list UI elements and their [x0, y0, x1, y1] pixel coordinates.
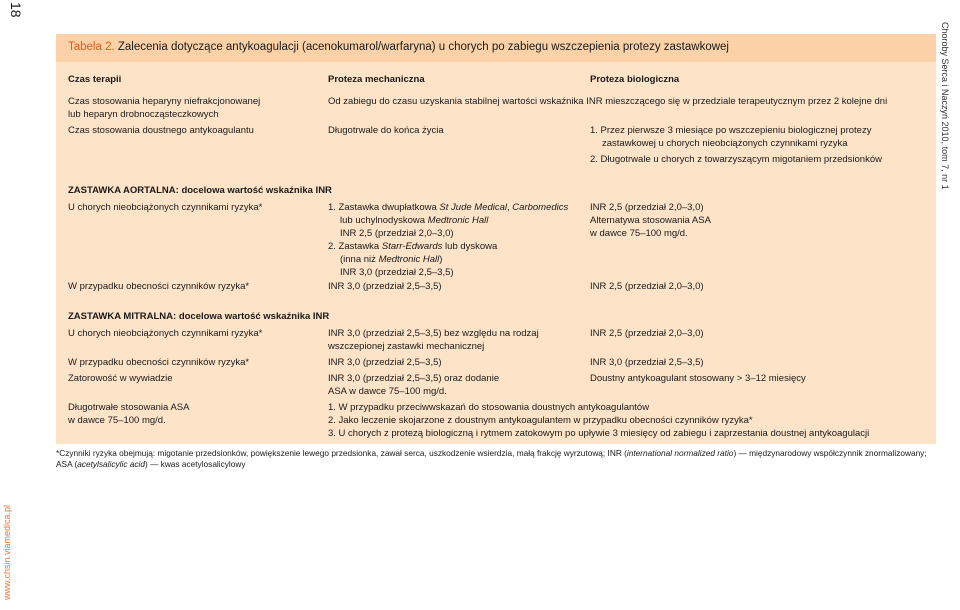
mitral-r1-mech-2: wszczepionej zastawki mechanicznej — [328, 341, 485, 352]
aortic-r1-mech-3: INR 2,5 (przedział 2,0–3,0) — [340, 228, 454, 239]
aortic-r2-bio: INR 2,5 (przedział 2,0–3,0) — [590, 281, 704, 292]
aortic-r2-label: W przypadku obecności czynników ryzyka* — [68, 281, 250, 292]
header-mechanical: Proteza mechaniczna — [328, 74, 425, 85]
footnote-line-2: ASA (acetylsalicylic acid) — kwas acetylosalicylowy — [56, 459, 246, 469]
mitral-r1-mech-1: INR 3,0 (przedział 2,5–3,5) bez względu na rodzaj — [328, 328, 539, 339]
aortic-r1-mech-4: 2. Zastawka Starr-Edwards lub dyskowa — [328, 241, 498, 252]
header-time: Czas terapii — [68, 74, 122, 85]
mitral-r3-mech-1: INR 3,0 (przedział 2,5–3,5) oraz dodanie — [328, 373, 500, 384]
mitral-r4-item-1: 1. W przypadku przeciwwskazań do stosowania doustnych antykoagulantów — [328, 402, 650, 413]
site-url: www.chsin.viamedica.pl — [2, 504, 12, 600]
footnote-line-1: *Czynniki ryzyka obejmują: migotanie przedsionków, powiększenie lewego przedsionka, zawał serca, uszkodzenie wsierdzia, małą frakcję wyrzutową; INR (international normalized ratio) — międzynarodowy współczynnik znormalizowany; — [56, 448, 927, 458]
header-biological: Proteza biologiczna — [590, 74, 680, 85]
caption-label: Tabela 2. — [68, 41, 115, 53]
footnote — [56, 448, 936, 470]
row-heparin-value: Od zabiegu do czasu uzyskania stabilnej wartości wskaźnika INR mieszczącego się w przedziale terapeutycznym przez 2 kolejne dni — [328, 96, 888, 107]
aortic-section-title: ZASTAWKA AORTALNA: docelowa wartość wskaźnika INR — [68, 185, 332, 196]
journal-citation: Choroby Serca i Naczyń 2010, tom 7, nr 1 — [940, 22, 950, 190]
aortic-r1-bio-1: INR 2,5 (przedział 2,0–3,0) — [590, 202, 704, 213]
row-heparin-label-2: lub heparyn drobnocząsteczkowych — [68, 109, 219, 120]
mitral-r2-mech: INR 3,0 (przedział 2,5–3,5) — [328, 357, 442, 368]
row-oral-bio-1: 1. Przez pierwsze 3 miesiące po wszczepieniu biologicznej protezy — [590, 125, 872, 136]
aortic-r1-mech-6: INR 3,0 (przedział 2,5–3,5) — [340, 267, 454, 278]
row-oral-bio-1b: zastawkowej u chorych nieobciążonych czynnikami ryzyka — [602, 138, 848, 149]
mitral-r3-mech-2: ASA w dawce 75–100 mg/d. — [328, 386, 447, 397]
aortic-r1-bio-3: w dawce 75–100 mg/d. — [590, 228, 688, 239]
mitral-r1-label: U chorych nieobciążonych czynnikami ryzyka* — [68, 328, 263, 339]
table-caption — [56, 34, 936, 62]
row-heparin-label: Czas stosowania heparyny niefrakcjonowanej — [68, 96, 261, 107]
aortic-r1-mech-1: 1. Zastawka dwupłatkowa St Jude Medical, Carbomedics — [328, 202, 569, 213]
row-oral-bio-2: 2. Długotrwale u chorych z towarzyszącym migotaniem przedsionków — [590, 154, 882, 165]
aortic-r2-mech: INR 3,0 (przedział 2,5–3,5) — [328, 281, 442, 292]
aortic-r1-mech-2: lub uchylnodyskowa Medtronic Hall — [340, 215, 489, 226]
aortic-r1-bio-2: Alternatywa stosowania ASA — [590, 215, 711, 226]
mitral-section-title: ZASTAWKA MITRALNA: docelowa wartość wskaźnika INR — [68, 311, 330, 322]
mitral-r1-bio: INR 2,5 (przedział 2,0–3,0) — [590, 328, 704, 339]
caption-text: Zalecenia dotyczące antykoagulacji (acenokumarol/warfaryna) u chorych po zabiegu wszczepienia protezy zastawkowej — [114, 41, 729, 53]
mitral-r4-item-3: 3. U chorych z protezą biologiczną i rytmem zatokowym po upływie 3 miesięcy od zabiegu i zaprzestania doustnej antykoagulacji — [328, 428, 870, 439]
mitral-r3-label: Zatorowość w wywiadzie — [68, 373, 173, 384]
mitral-r4-label-1: Długotrwałe stosowania ASA — [68, 402, 190, 413]
mitral-r3-bio: Doustny antykoagulant stosowany > 3–12 miesięcy — [590, 373, 806, 384]
row-oral-label: Czas stosowania doustnego antykoagulantu — [68, 125, 254, 136]
aortic-r1-mech-5: (inna niż Medtronic Hall) — [340, 254, 443, 265]
mitral-r4-label-2: w dawce 75–100 mg/d. — [68, 415, 166, 426]
page-number: 18 — [8, 2, 24, 18]
mitral-r4-item-2: 2. Jako leczenie skojarzone z doustnym antykoagulantem w przypadku obecności czynników ryzyka* — [328, 415, 753, 426]
aortic-r1-label: U chorych nieobciążonych czynnikami ryzyka* — [68, 202, 263, 213]
mitral-r2-bio: INR 3,0 (przedział 2,5–3,5) — [590, 357, 704, 368]
mitral-r2-label: W przypadku obecności czynników ryzyka* — [68, 357, 250, 368]
row-oral-mechanical: Długotrwale do końca życia — [328, 125, 444, 136]
